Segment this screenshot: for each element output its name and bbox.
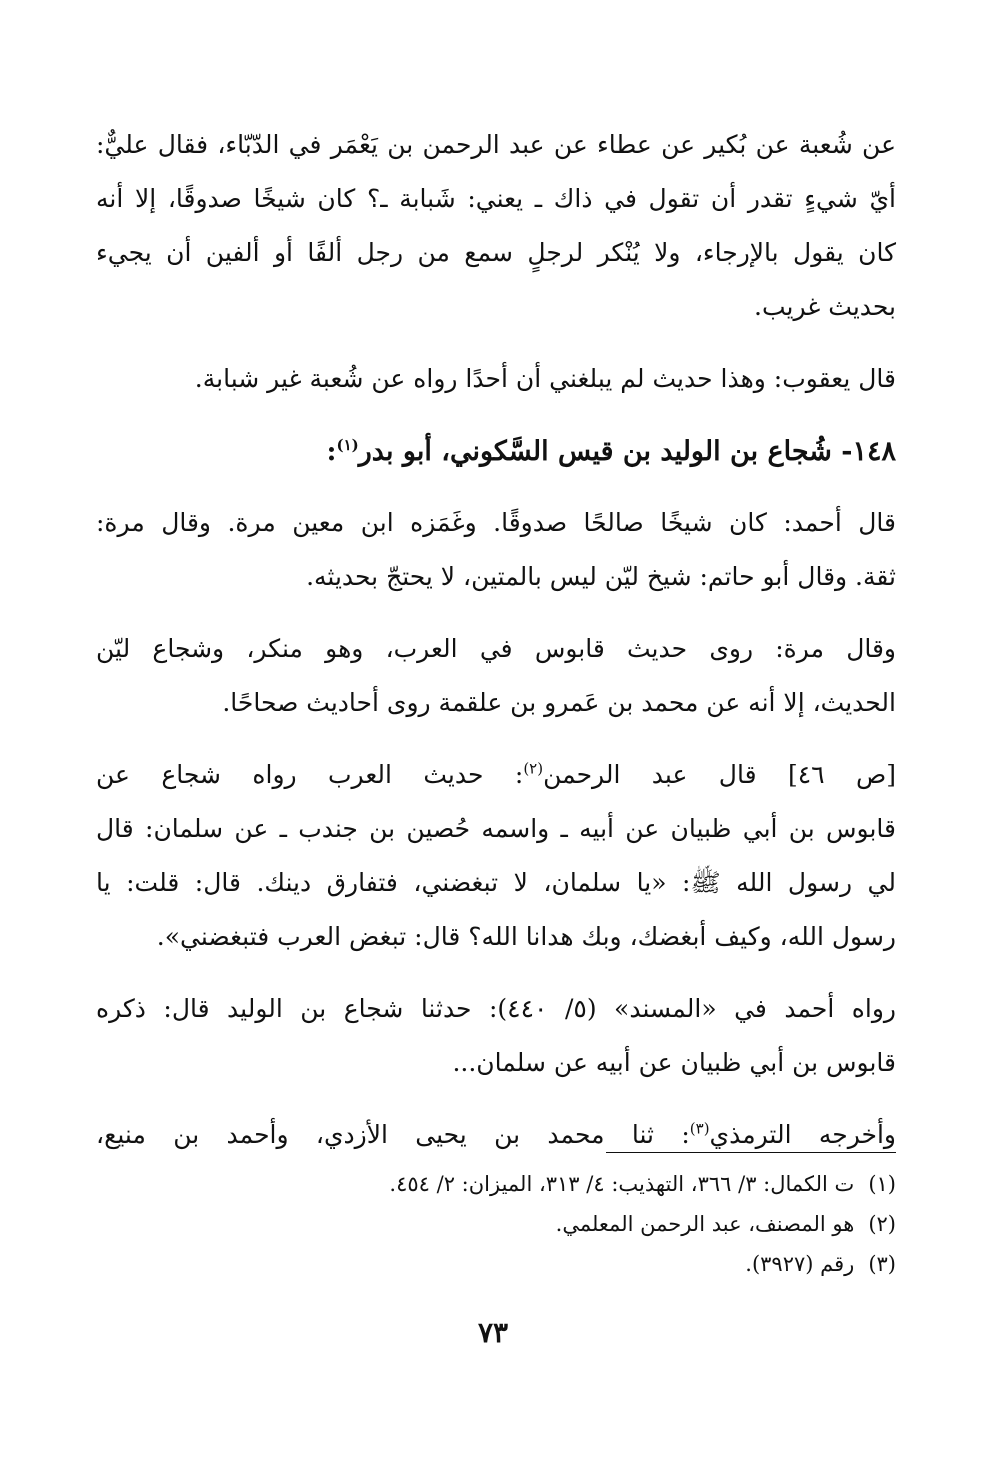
text-line: عن شُعبة عن بُكير عن عطاء عن عبد الرحمن بن يَعْمَر في الدّبّاء، فقال عليٌّ: (96, 130, 896, 159)
entry-heading (96, 424, 896, 480)
footnote-item (176, 1204, 896, 1244)
footnote-text: ت الكمال: ٣/ ٣٦٦، التهذيب: ٤/ ٣١٣، الميزان: ٢/ ٤٥٤. (389, 1172, 855, 1196)
footnote-number: (٣) (868, 1252, 896, 1276)
footnote-number: (٢) (868, 1212, 896, 1236)
text-line: بحديث غريب. (754, 292, 896, 321)
paragraph-4 (96, 622, 896, 730)
hadith-line-start: [ص ٤٦] قال عبد الرحمن (543, 760, 896, 789)
footnote-ref: (١) (336, 436, 359, 454)
footnote-text: هو المصنف، عبد الرحمن المعلمي. (555, 1212, 855, 1236)
entry-heading-text: ١٤٨- شُجاع بن الوليد بن قيس السَّكوني، أبو بدر (358, 436, 896, 467)
footnote-item (176, 1244, 896, 1284)
text-line: الحديث، إلا أنه عن محمد بن عَمرو بن علقمة روى أحاديث صحاحًا. (222, 688, 896, 717)
text-line: كان يقول بالإرجاء، ولا يُنْكر لرجلٍ سمع من رجل ألفًا أو ألفين أن يجيء (96, 238, 896, 267)
paragraph-1 (96, 118, 896, 334)
paragraph-7 (96, 1108, 896, 1162)
text-line (96, 748, 896, 802)
paragraph-3 (96, 496, 896, 604)
text-line: قال أحمد: كان شيخًا صالحًا صدوقًا. وغَمَزه ابن معين مرة. وقال مرة: (96, 508, 896, 537)
footnote-ref: (٣) (689, 1119, 710, 1138)
text-line: ثقة. وقال أبو حاتم: شيخ ليّن ليس بالمتين، لا يحتجّ بحديثه. (306, 562, 896, 591)
entry-heading-colon: : (326, 436, 337, 467)
text-line: أيّ شيءٍ تقدر أن تقول في ذاك ـ يعني: شَبابة ـ؟ كان شيخًا صدوقًا، إلا أنه (96, 184, 896, 213)
text-line: قابوس بن أبي ظبيان عن أبيه ـ واسمه حُصين بن جندب ـ عن سلمان: قال (96, 814, 896, 843)
page-number: ٧٣ (477, 1316, 509, 1349)
paragraph-5-hadith (96, 748, 896, 964)
footnote-ref: (٢) (523, 759, 544, 778)
text-line: قابوس بن أبي ظبيان عن أبيه عن سلمان... (452, 1048, 896, 1077)
last-para-start: وأخرجه الترمذي (709, 1120, 896, 1149)
text-line: قال يعقوب: وهذا حديث لم يبلغني أن أحدًا رواه عن شُعبة غير شبابة. (194, 364, 896, 393)
paragraph-6 (96, 982, 896, 1090)
footnote-text: رقم (٣٩٢٧). (745, 1252, 855, 1276)
text-line: وقال مرة: روى حديث قابوس في العرب، وهو منكر، وشجاع ليّن (96, 634, 896, 663)
paragraph-2 (96, 352, 896, 406)
footnotes (176, 1164, 896, 1284)
footnote-number: (١) (868, 1172, 896, 1196)
text-line: لي رسول الله ﷺ: «يا سلمان، لا تبغضني، فتفارق دينك. قال: قلت: يا (96, 868, 896, 897)
footnote-divider (606, 1152, 896, 1153)
text-line: رواه أحمد في «المسند» (٥/ ٤٤٠): حدثنا شجاع بن الوليد قال: ذكره (96, 994, 896, 1023)
last-para-end: : ثنا محمد بن يحيى الأزدي، وأحمد بن منيع، (96, 1120, 690, 1149)
footnote-item (176, 1164, 896, 1204)
hadith-line-end: : حديث العرب رواه شجاع عن (96, 760, 524, 789)
text-line: رسول الله، وكيف أبغضك، وبك هدانا الله؟ قال: تبغض العرب فتبغضني». (156, 922, 896, 951)
page-body (96, 118, 896, 1180)
text-line (96, 1108, 896, 1162)
